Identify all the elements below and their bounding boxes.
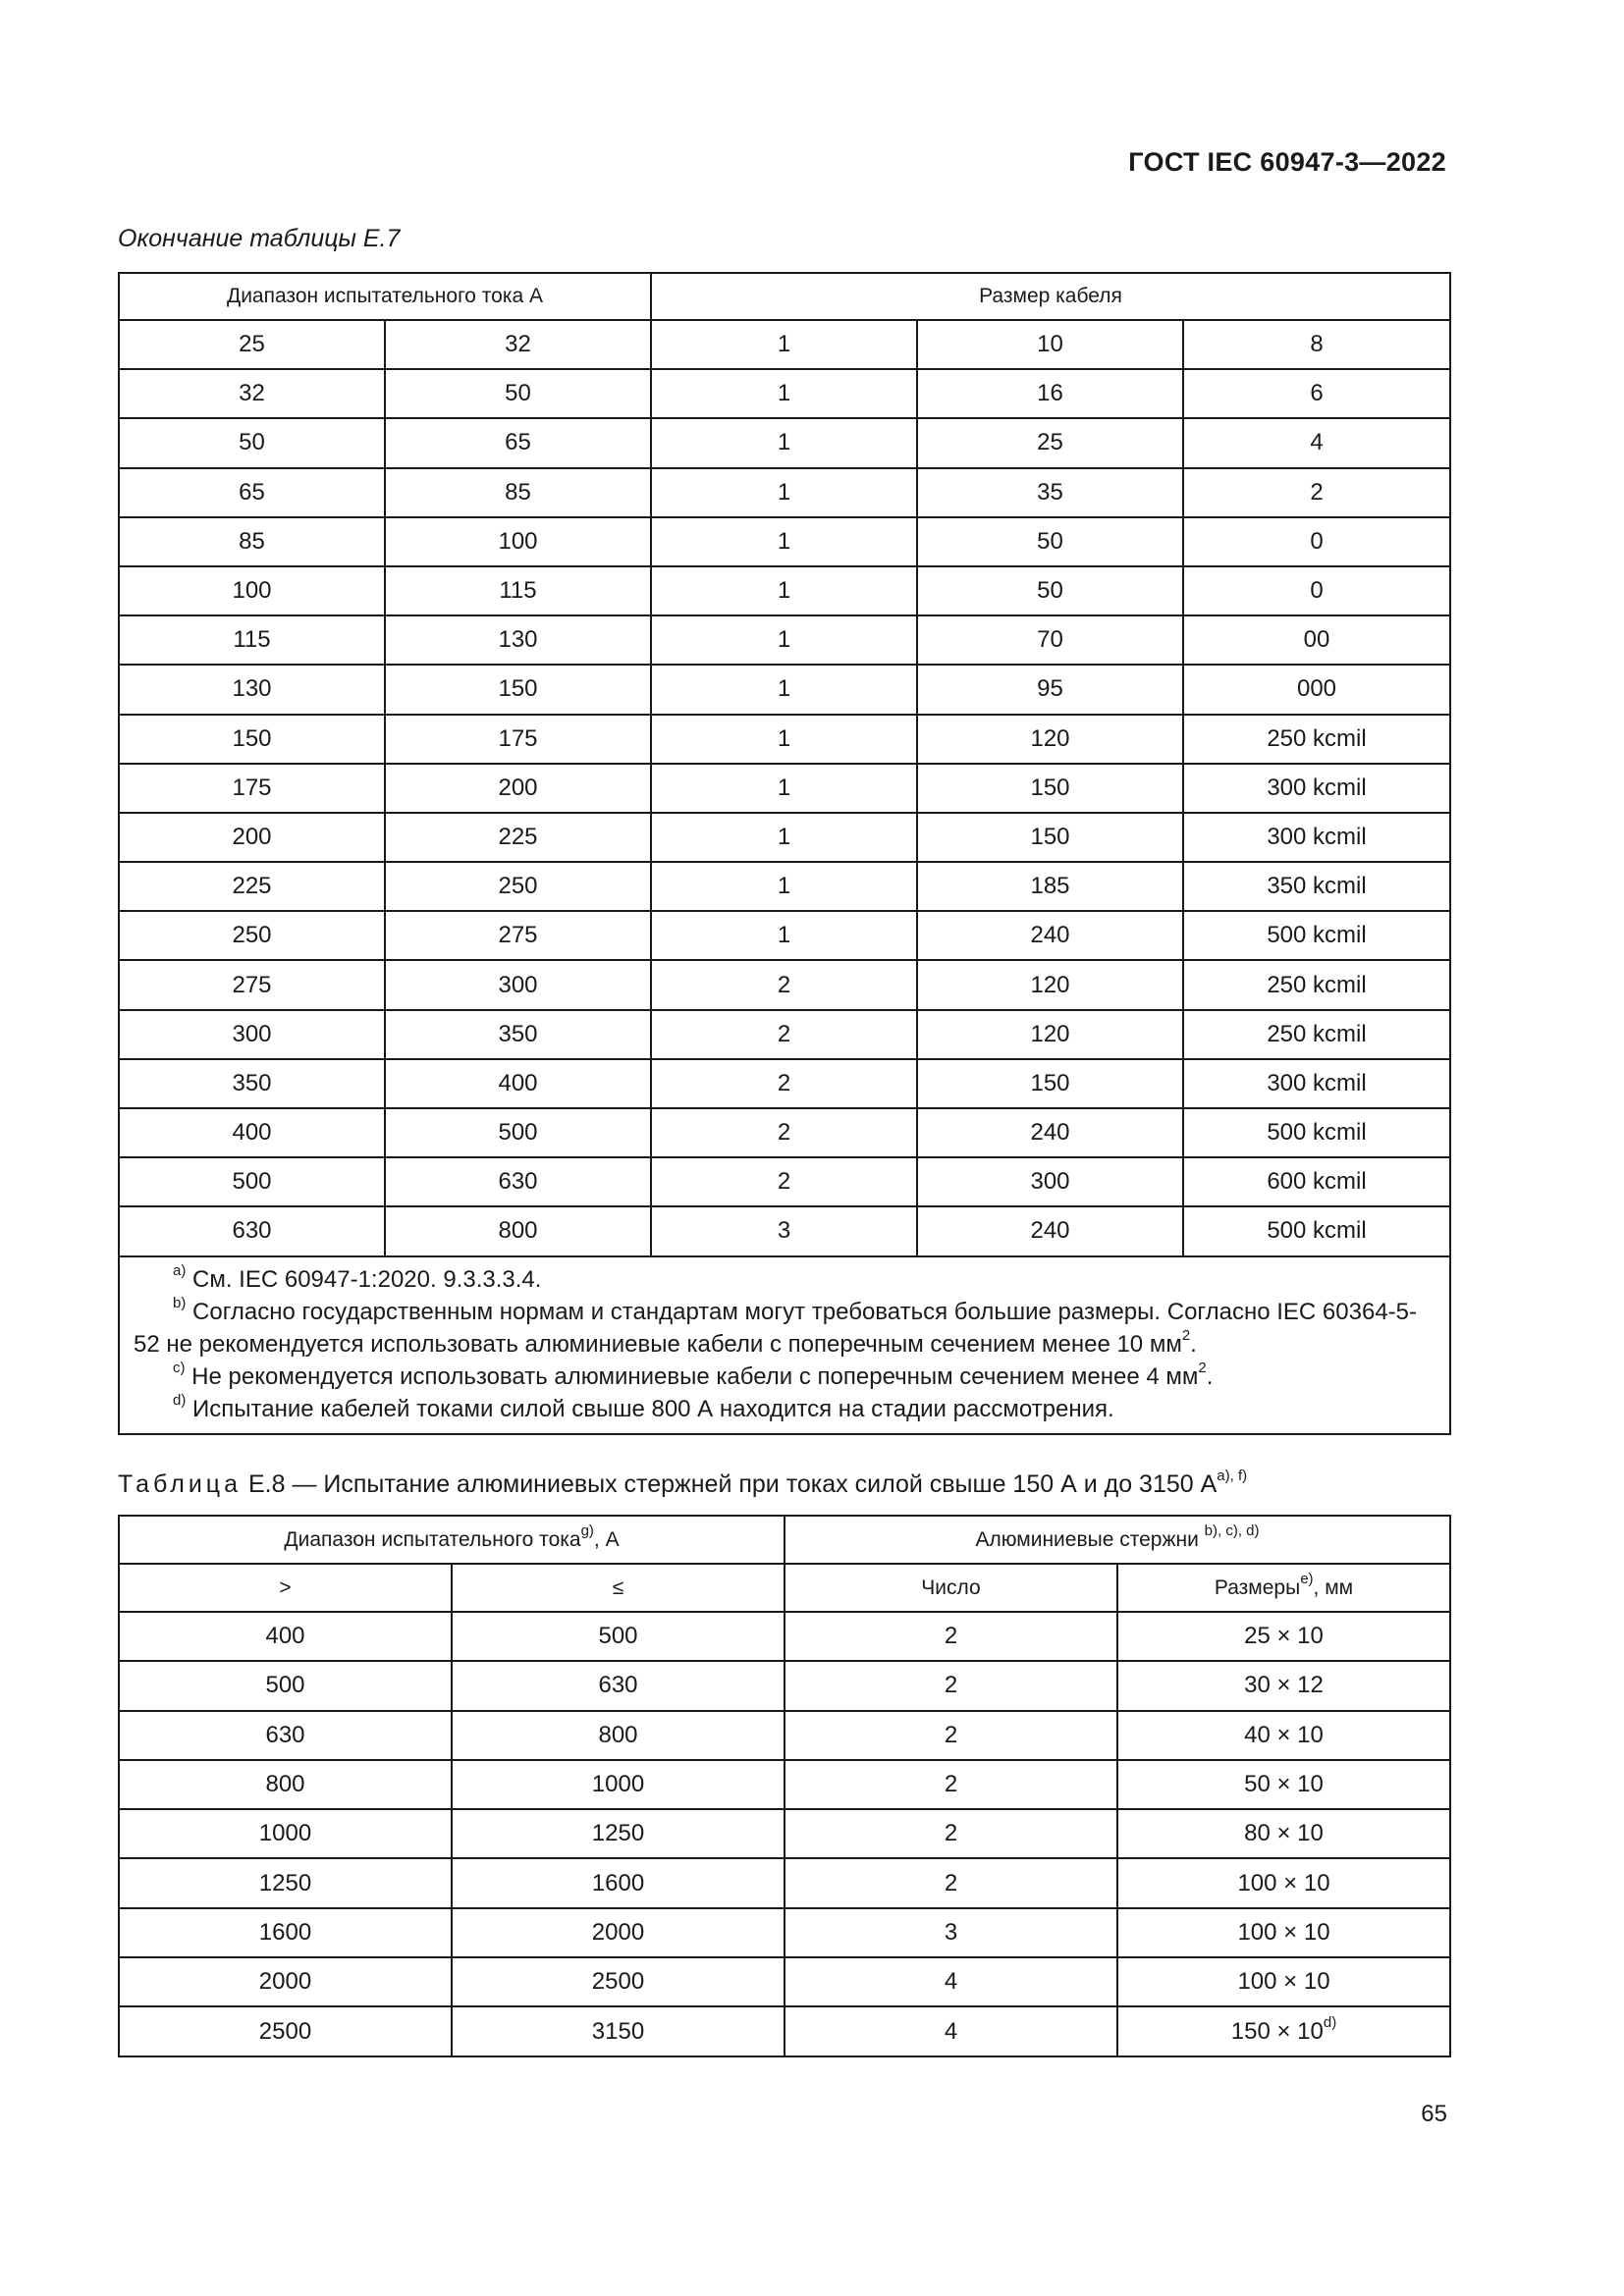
footnote-d [134,1393,1435,1425]
footnote-end: . [1206,1362,1214,1390]
cell-size-awg: 0 [1183,566,1450,615]
cell-current-less-or-equal: 800 [452,1711,785,1760]
table-row [119,566,1450,615]
cell-current-to: 630 [385,1157,651,1206]
cell-size-awg: 300 kcmil [1183,1059,1450,1108]
cell-current-to: 65 [385,418,651,467]
superscript: 2 [1181,1326,1191,1344]
footnote-mark: e) [1300,1570,1314,1587]
cell-current-from: 175 [119,764,385,813]
cell-size-awg: 500 kcmil [1183,911,1450,960]
cell-size-awg: 4 [1183,418,1450,467]
cell-bar-size: 25 × 10 [1117,1612,1450,1661]
table-e8 [118,1515,1451,2057]
cell-current-less-or-equal: 2000 [452,1908,785,1957]
cell-cable-count: 1 [651,615,917,665]
footnote-mark: d) [173,1391,187,1409]
cell-current-from: 25 [119,320,385,369]
footnote-text: Согласно государственным нормам и стандартам могут требоваться большие размеры. Согласно IEC 60364-5-52 не рекомендуется использовать алюминиевые кабели с поперечным сечением менее 10 мм [134,1298,1418,1358]
table-row [119,665,1450,714]
superscript: 2 [1198,1359,1207,1376]
cell-current-to: 225 [385,813,651,862]
cell-current-from: 50 [119,418,385,467]
table-row [119,1760,1450,1809]
cell-size-mm2: 150 [917,764,1183,813]
cell-size-awg: 250 kcmil [1183,1010,1450,1059]
table-row [119,960,1450,1009]
cell-bar-count: 4 [785,2006,1117,2056]
footnote-mark: b) [173,1294,187,1311]
cell-size-awg: 500 kcmil [1183,1206,1450,1255]
cell-current-greater-than: 1000 [119,1809,452,1858]
cell-cable-count: 2 [651,1010,917,1059]
cell-bar-size: 80 × 10 [1117,1809,1450,1858]
cell-size-awg: 250 kcmil [1183,715,1450,764]
cell-current-to: 150 [385,665,651,714]
cell-current-to: 130 [385,615,651,665]
header-test-current-range: Диапазон испытательного тока А [119,273,651,320]
cell-bar-size [1117,2006,1450,2056]
cell-current-greater-than: 2000 [119,1957,452,2006]
cell-current-to: 400 [385,1059,651,1108]
table-row [119,1711,1450,1760]
cell-size-awg: 500 kcmil [1183,1108,1450,1157]
cell-current-greater-than: 2500 [119,2006,452,2056]
table-row [119,1957,1450,2006]
cell-current-less-or-equal: 2500 [452,1957,785,2006]
cell-current-less-or-equal: 500 [452,1612,785,1661]
cell-current-to: 300 [385,960,651,1009]
table-row [119,1206,1450,1255]
table-subheader-row [119,1564,1450,1612]
cell-size-mm2: 50 [917,517,1183,566]
table-row [119,1010,1450,1059]
cell-bar-size: 40 × 10 [1117,1711,1450,1760]
table-row [119,862,1450,911]
cell-current-less-or-equal: 1250 [452,1809,785,1858]
subheader-number: Число [785,1564,1117,1612]
cell-size-awg: 350 kcmil [1183,862,1450,911]
table-title-footnote-marks: a), f) [1217,1467,1248,1484]
page-number: 65 [1421,2101,1447,2127]
table-row [119,1809,1450,1858]
subheader-less-or-equal: ≤ [452,1564,785,1612]
cell-current-from: 225 [119,862,385,911]
cell-current-from: 32 [119,369,385,418]
cell-current-from: 85 [119,517,385,566]
cell-current-from: 150 [119,715,385,764]
cell-current-less-or-equal: 630 [452,1661,785,1710]
cell-cable-count: 2 [651,960,917,1009]
cell-cable-count: 2 [651,1157,917,1206]
cell-size-mm2: 120 [917,1010,1183,1059]
cell-current-from: 250 [119,911,385,960]
cell-size-mm2: 300 [917,1157,1183,1206]
table-e8-title [118,1467,1248,1499]
cell-cable-count: 1 [651,566,917,615]
footnote-end: . [1190,1330,1197,1358]
table-header-row [119,273,1450,320]
table-label: Таблица [118,1470,243,1498]
footnote-mark: c) [173,1359,186,1376]
cell-current-to: 275 [385,911,651,960]
cell-current-to: 200 [385,764,651,813]
cell-size-mm2: 50 [917,566,1183,615]
subheader-sizes [1117,1564,1450,1612]
cell-current-less-or-equal: 1600 [452,1858,785,1907]
subheader-greater-than: > [119,1564,452,1612]
table-row [119,813,1450,862]
cell-bar-size: 100 × 10 [1117,1908,1450,1957]
cell-current-to: 500 [385,1108,651,1157]
cell-current-from: 200 [119,813,385,862]
cell-cable-count: 1 [651,369,917,418]
cell-current-greater-than: 500 [119,1661,452,1710]
cell-bar-count: 3 [785,1908,1117,1957]
cell-current-less-or-equal: 3150 [452,2006,785,2056]
header-test-current-range [119,1516,785,1564]
cell-bar-size: 100 × 10 [1117,1858,1450,1907]
cell-bar-count: 2 [785,1858,1117,1907]
cell-size-mm2: 35 [917,468,1183,517]
cell-size-mm2: 240 [917,1206,1183,1255]
table-e7 [118,272,1451,1435]
cell-cable-count: 1 [651,418,917,467]
cell-size-awg: 300 kcmil [1183,764,1450,813]
cell-size-awg: 2 [1183,468,1450,517]
footnote-text: Не рекомендуется использовать алюминиевые кабели с поперечным сечением менее 4 мм [185,1362,1199,1390]
cell-size-mm2: 16 [917,369,1183,418]
table-row [119,468,1450,517]
cell-size-awg: 6 [1183,369,1450,418]
cell-bar-size: 50 × 10 [1117,1760,1450,1809]
cell-current-to: 175 [385,715,651,764]
cell-cable-count: 1 [651,715,917,764]
footnote-c [134,1361,1435,1393]
cell-size-mm2: 10 [917,320,1183,369]
cell-size-mm2: 120 [917,715,1183,764]
cell-bar-count: 2 [785,1809,1117,1858]
header-cable-size: Размер кабеля [651,273,1450,320]
cell-size-awg: 0 [1183,517,1450,566]
footnote-a [134,1263,1435,1296]
cell-size-mm2: 240 [917,911,1183,960]
cell-size-awg: 600 kcmil [1183,1157,1450,1206]
cell-current-less-or-equal: 1000 [452,1760,785,1809]
table-row [119,369,1450,418]
cell-cable-count: 2 [651,1059,917,1108]
cell-cable-count: 1 [651,764,917,813]
cell-cable-count: 1 [651,468,917,517]
cell-cable-count: 1 [651,517,917,566]
document-code: ГОСТ IEC 60947-3—2022 [1128,147,1446,177]
table-row [119,1908,1450,1957]
cell-current-to: 350 [385,1010,651,1059]
table-row [119,911,1450,960]
table-row [119,1612,1450,1661]
cell-bar-count: 2 [785,1612,1117,1661]
cell-current-from: 115 [119,615,385,665]
header-text: Диапазон испытательного тока [284,1527,581,1551]
footnote-mark: a) [173,1261,187,1279]
cell-bar-size: 100 × 10 [1117,1957,1450,2006]
cell-cable-count: 1 [651,862,917,911]
table-row [119,2006,1450,2056]
cell-cable-count: 1 [651,911,917,960]
cell-current-from: 400 [119,1108,385,1157]
header-unit: , А [593,1527,620,1551]
cell-size-awg: 8 [1183,320,1450,369]
footnote-text: Испытание кабелей токами силой свыше 800 А находится на стадии рассмотрения. [186,1395,1114,1422]
cell-cable-count: 1 [651,665,917,714]
cell-bar-count: 2 [785,1760,1117,1809]
cell-size-awg: 00 [1183,615,1450,665]
table-row [119,1108,1450,1157]
header-unit: , мм [1313,1575,1354,1599]
cell-current-from: 350 [119,1059,385,1108]
cell-size-awg: 000 [1183,665,1450,714]
cell-size-mm2: 70 [917,615,1183,665]
table-row [119,715,1450,764]
cell-current-to: 100 [385,517,651,566]
table-row [119,1157,1450,1206]
table-notes [119,1256,1450,1434]
table-row [119,418,1450,467]
cell-size-mm2: 150 [917,813,1183,862]
cell-bar-count: 2 [785,1661,1117,1710]
cell-bar-count: 4 [785,1957,1117,2006]
table-title-text: Е.8 — Испытание алюминиевых стержней при токах силой свыше 150 А и до 3150 А [242,1470,1218,1498]
cell-cable-count: 3 [651,1206,917,1255]
cell-current-from: 300 [119,1010,385,1059]
cell-current-greater-than: 800 [119,1760,452,1809]
table-row [119,764,1450,813]
table-notes-row [119,1256,1450,1434]
cell-cable-count: 1 [651,320,917,369]
table-row [119,320,1450,369]
cell-current-to: 32 [385,320,651,369]
cell-value: 150 × 10 [1230,2017,1324,2045]
table-row [119,1059,1450,1108]
footnote-mark: d) [1323,2013,1337,2031]
cell-current-from: 130 [119,665,385,714]
header-aluminium-bars [785,1516,1450,1564]
cell-size-mm2: 120 [917,960,1183,1009]
cell-current-from: 65 [119,468,385,517]
header-text: Алюминиевые стержни [975,1527,1205,1551]
table-continuation-caption: Окончание таблицы Е.7 [118,225,401,252]
cell-bar-size: 30 × 12 [1117,1661,1450,1710]
cell-current-to: 250 [385,862,651,911]
cell-current-to: 50 [385,369,651,418]
footnote-mark: g) [580,1522,594,1539]
table-row [119,1858,1450,1907]
cell-current-from: 275 [119,960,385,1009]
cell-current-greater-than: 400 [119,1612,452,1661]
table-header-row [119,1516,1450,1564]
cell-current-from: 500 [119,1157,385,1206]
footnote-mark: b), c), d) [1204,1522,1260,1539]
cell-size-mm2: 240 [917,1108,1183,1157]
table-row [119,517,1450,566]
cell-current-to: 115 [385,566,651,615]
cell-size-mm2: 150 [917,1059,1183,1108]
cell-size-mm2: 25 [917,418,1183,467]
cell-size-mm2: 185 [917,862,1183,911]
cell-size-awg: 250 kcmil [1183,960,1450,1009]
cell-cable-count: 2 [651,1108,917,1157]
cell-size-mm2: 95 [917,665,1183,714]
cell-current-from: 100 [119,566,385,615]
table-row [119,615,1450,665]
footnote-b [134,1296,1435,1361]
header-text: Размеры [1214,1575,1301,1599]
cell-current-to: 800 [385,1206,651,1255]
table-row [119,1661,1450,1710]
cell-current-greater-than: 1250 [119,1858,452,1907]
cell-current-greater-than: 1600 [119,1908,452,1957]
cell-current-from: 630 [119,1206,385,1255]
footnote-text: См. IEC 60947-1:2020. 9.3.3.3.4. [186,1265,542,1293]
cell-bar-count: 2 [785,1711,1117,1760]
cell-size-awg: 300 kcmil [1183,813,1450,862]
cell-cable-count: 1 [651,813,917,862]
cell-current-to: 85 [385,468,651,517]
cell-current-greater-than: 630 [119,1711,452,1760]
